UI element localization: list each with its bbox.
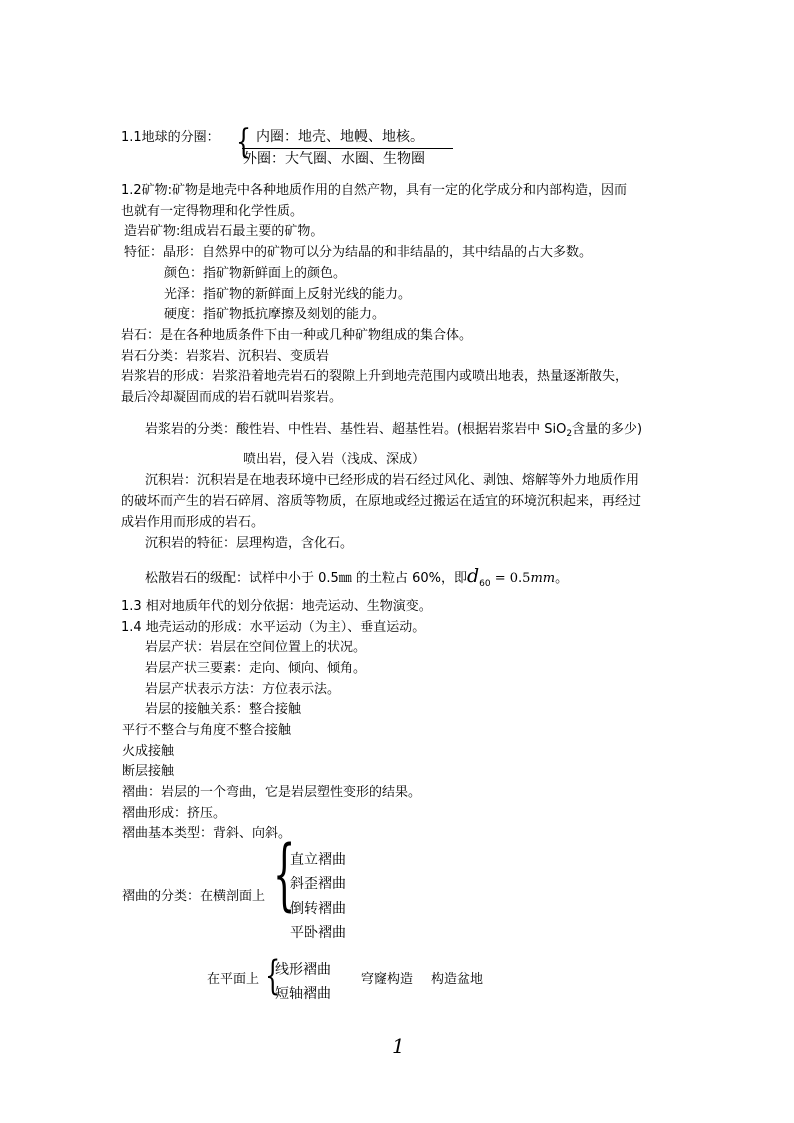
s14-plane-label: 在平面上 [207,972,260,987]
s14-unconformity: 平行不整合与角度不整合接触 [122,723,292,738]
magma-class-end: 含量的多少) [572,422,643,437]
s12-grading [145,566,568,594]
cross-section-item: 直立褶曲 [290,852,346,868]
s14-fold-types: 褶曲基本类型：背斜、向斜。 [122,826,292,841]
s12-magma2: 最后冷却凝固而成的岩石就叫岩浆岩。 [121,390,343,405]
brace-cross-section: { [273,830,296,920]
grading-unit: mm [530,571,556,586]
s12-line2: 也就有一定得物理和化学性质。 [121,204,304,219]
brace-plane: { [265,953,281,999]
s12-color: 颜色：指矿物新鲜面上的颜色。 [164,266,347,281]
s12-sed2: 的破坏而产生的岩石碎屑、溶质等物质，在原地或经过搬运在适宜的环境沉积起来，再经过 [121,494,642,509]
grading-text: 松散岩石的级配：试样中小于 0.5㎜ 的土粒占 60%，即 [145,571,467,586]
s14-fold: 褶曲：岩层的一个弯曲，它是岩层塑性变形的结果。 [122,785,422,800]
s12-hardness: 硬度：指矿物抵抗摩擦及刻划的能力。 [164,307,386,322]
s11-inner: 内圈：地壳、地幔、地核。 [256,129,424,145]
s11-divider [242,148,453,149]
grading-sub: 60 [479,579,491,589]
s14-dome: 穹窿构造 [361,972,414,987]
grading-end: 。 [555,571,569,586]
s14-method: 岩层产状表示方法：方位表示法。 [145,682,341,697]
s14-line: 1.4 地壳运动的形成：水平运动（为主）、垂直运动。 [121,620,426,635]
s12-feature: 特征：晶形：自然界中的矿物可以分为结晶的和非结晶的，其中结晶的占大多数。 [124,245,593,260]
cross-section-item: 斜歪褶曲 [290,876,346,892]
s12-line1: 1.2矿物:矿物是地壳中各种地质作用的自然产物，具有一定的化学成分和内部构造，因而 [121,183,628,198]
s12-sed-feature: 沉积岩的特征：层理构造，含化石。 [145,536,354,551]
s12-magma-class [145,422,642,442]
s12-extrusive: 喷出岩，侵入岩（浅成、深成） [243,452,426,467]
s12-magma1: 岩浆岩的形成：岩浆沿着地壳岩石的裂隙上升到地壳范围内或喷出地表，热量逐渐散失， [121,369,629,384]
plane-item: 线形褶曲 [275,962,331,978]
s12-rock-class: 岩石分类：岩浆岩、沉积岩、变质岩 [121,349,330,364]
s14-fold-form: 褶曲形成：挤压。 [122,806,227,821]
s11-outer: 外圈：大气圈、水圈、生物圈 [243,151,425,167]
s14-fault-contact: 断层接触 [122,764,175,779]
s14-occurrence: 岩层产状：岩层在空间位置上的状况。 [145,640,367,655]
page-number: 1 [392,1034,405,1058]
s14-contact: 岩层的接触关系：整合接触 [145,702,302,717]
brace-s11: { [236,122,252,162]
s12-rock-mineral: 造岩矿物:组成岩石最主要的矿物。 [124,224,324,239]
s12-luster: 光泽：指矿物的新鲜面上反射光线的能力。 [164,287,412,302]
cross-section-item: 倒转褶曲 [290,901,346,917]
cross-section-item: 平卧褶曲 [290,925,346,941]
magma-class-sub: 2 [566,429,573,439]
s12-rock: 岩石：是在各种地质条件下由一种或几种矿物组成的集合体。 [121,328,473,343]
s12-sed1: 沉积岩：沉积岩是在地表环境中已经形成的岩石经过风化、剥蚀、熔解等外力地质作用 [145,473,640,488]
plane-item: 短轴褶曲 [275,986,331,1002]
s13-line: 1.3 相对地质年代的划分依据：地壳运动、生物演变。 [121,599,432,614]
s14-igneous-contact: 火成接触 [122,744,175,759]
s14-elements: 岩层产状三要素：走向、倾向、倾角。 [145,661,367,676]
s14-basin: 构造盆地 [431,972,484,987]
s11-label: 1.1地球的分圈： [121,130,220,145]
s14-fold-class-label: 褶曲的分类：在横剖面上 [122,889,266,904]
s12-sed3: 成岩作用而形成的岩石。 [121,515,265,530]
grading-d: d [466,565,480,587]
grading-eq: = 0.5 [490,571,531,586]
magma-class-text: 岩浆岩的分类：酸性岩、中性岩、基性岩、超基性岩。(根据岩浆岩中 SiO [145,422,567,437]
